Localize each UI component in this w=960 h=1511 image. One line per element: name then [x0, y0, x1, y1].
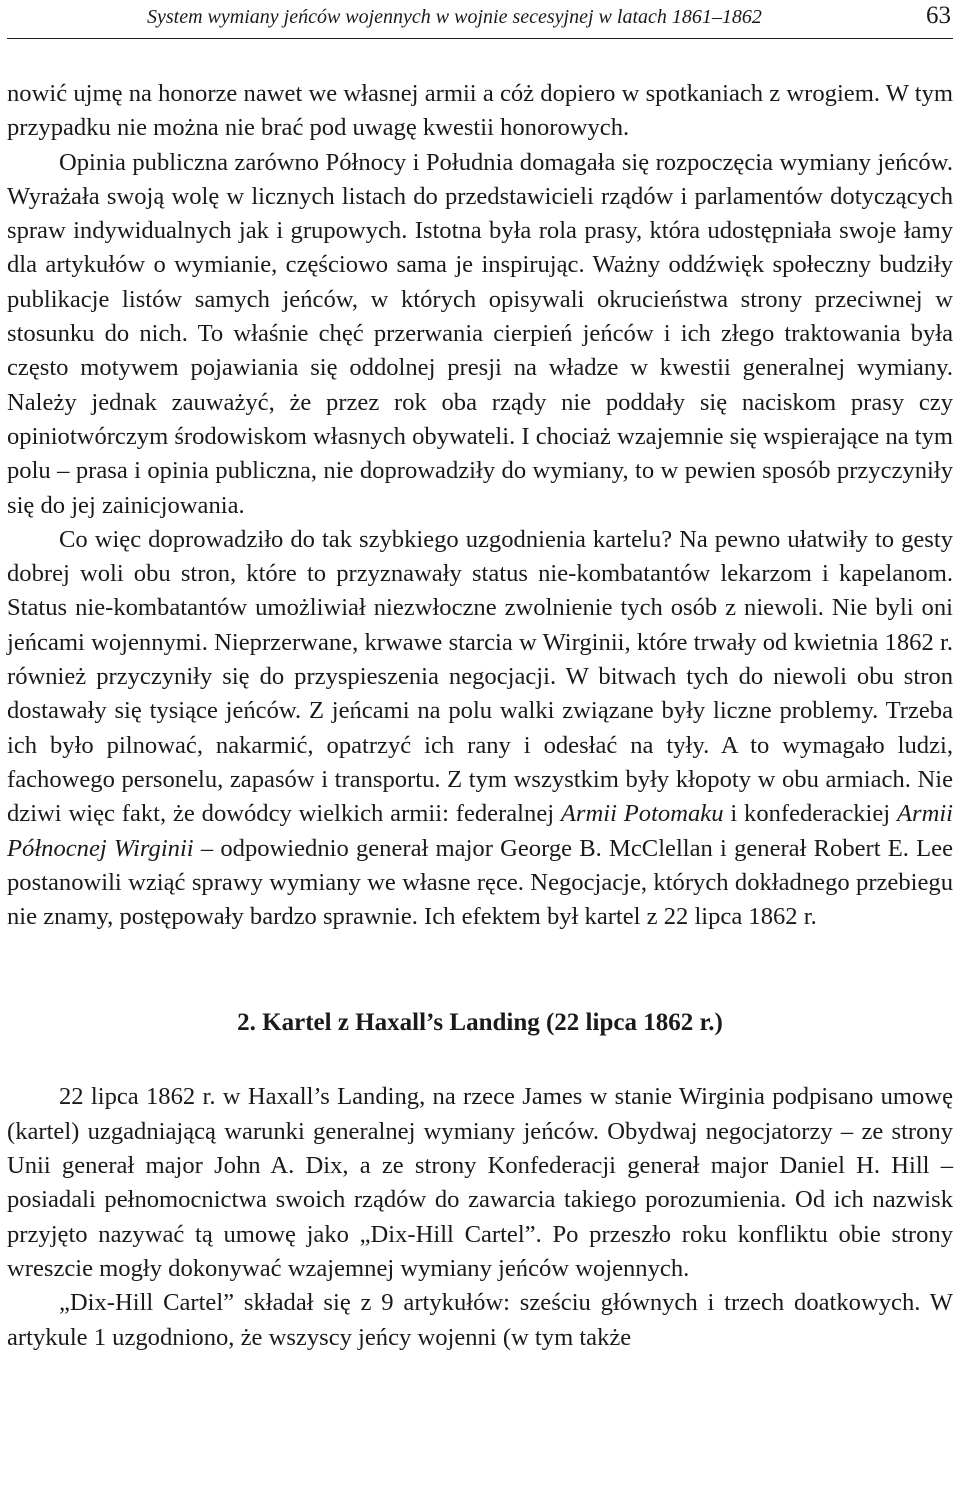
paragraph-3-text-2: i konfederackiej: [723, 800, 897, 828]
page-number: 63: [926, 2, 951, 29]
paragraph-1: nowić ujmę na honorze nawet we własnej armii a cóż dopiero w spotkaniach z wrogiem. W tym przypadku nie można nie brać pod uwagę kwestii honorowych.: [7, 80, 953, 142]
running-title: System wymiany jeńców wojennych w wojnie secesyjnej w latach 1861–1862: [147, 6, 762, 28]
section-heading: 2. Kartel z Haxall’s Landing (22 lipca 1862 r.): [237, 1009, 723, 1037]
section-paragraph-2: „Dix-Hill Cartel” składał się z 9 artykułów: sześciu głównych i trzech doatkowych. W artykule 1 uzgodniono, że wszyscy jeńcy wojenni (w tym także: [7, 1289, 953, 1351]
paragraph-3-text-3: – odpowiednio generał major George B. McClellan i generał Robert E. Lee postanowili wziąć sprawy wymiany we własne ręce. Negocjacje, których dokładnego przebiegu nie znamy, postępowały bardzo sprawnie. Ich efektem był kartel z 22 lipca 1862 r.: [7, 834, 954, 931]
running-header: [7, 0, 953, 39]
section-paragraph-1: 22 lipca 1862 r. w Haxall’s Landing, na rzece James w stanie Wirginia podpisano umowę (kartel) uzgadniającą warunki generalnej wymiany jeńców. Obydwaj negocjatorzy – ze strony Unii generał major John A. Dix, a ze strony Konfederacji generał major Daniel H. Hill – posiadali pełnomocnictwa swoich rządów do zawarcia takiego porozumienia. Od ich nazwisk przyjęto nazywać tą umowę jako „Dix-Hill Cartel”. Po przeszło roku konfliktu obie strony wreszcie mogły dokonywać wzajemnej wymiany jeńców wojennych.: [7, 1083, 953, 1282]
italic-army-potomac: Armii Potomaku: [560, 800, 724, 828]
document-page: [7, 0, 953, 1355]
paragraph-2: Opinia publiczna zarówno Północy i Południa domagała się rozpoczęcia wymiany jeńców. Wyrażała swoją wolę w licznych listach do przedstawicieli rządów i parlamentów dotyczących spraw indywidualnych jak i grupowych. Istotna była rola prasy, która udostępniała swoje łamy dla artykułów o wymianie, częściowo sama je inspirując. Ważny oddźwięk społeczny budziły publikacje listów samych jeńców, w których opisywali okrucieństwa strony przeciwnej w stosunku do nich. To właśnie chęć przerwania cierpień jeńców i ich złego traktowania była często motywem pojawiania się oddolnej presji na władze w kwestii generalnej wymiany. Należy jednak zauważyć, że przez rok oba rządy nie poddały się naciskom prasy czy opiniotwórczym środowiskom własnych obywateli. I chociaż wzajemnie się wspierające na tym polu – prasa i opinia publiczna, nie doprowadziły do wymiany, to w pewien sposób przyczyniły się do jej zainicjowania.: [7, 148, 953, 519]
paragraph-3: [7, 523, 953, 935]
italic-army-northern-virginia: Armii Północnej Wirginii: [7, 800, 954, 862]
paragraph-3-text-1: Co więc doprowadziło do tak szybkiego uzgodnienia kartelu? Na pewno ułatwiły to gesty dobrej woli obu stron, które to przyznawały status nie-kombatantów lekarzom i kapelanom. Status nie-kombatantów umożliwiał niezwłoczne zwolnienie tych osób z niewoli. Nie byli oni jeńcami wojennymi. Nieprzerwane, krwawe starcia w Wirginii, które trwały od kwietnia 1862 r. również przyczyniły się do przyspieszenia negocjacji. W bitwach tych do niewoli obu stron dostawały się tysiące jeńców. Z jeńcami na polu walki związane były liczne problemy. Trzeba ich było pilnować, nakarmić, opatrzyć ich rany i odesłać na tyły. A to wymagało ludzi, fachowego personelu, zapasów i transportu. Z tym wszystkim były kłopoty w obu armiach. Nie dziwi więc fakt, że dowódcy wielkich armii: federalnej: [7, 525, 953, 828]
body-text: [7, 77, 953, 1355]
